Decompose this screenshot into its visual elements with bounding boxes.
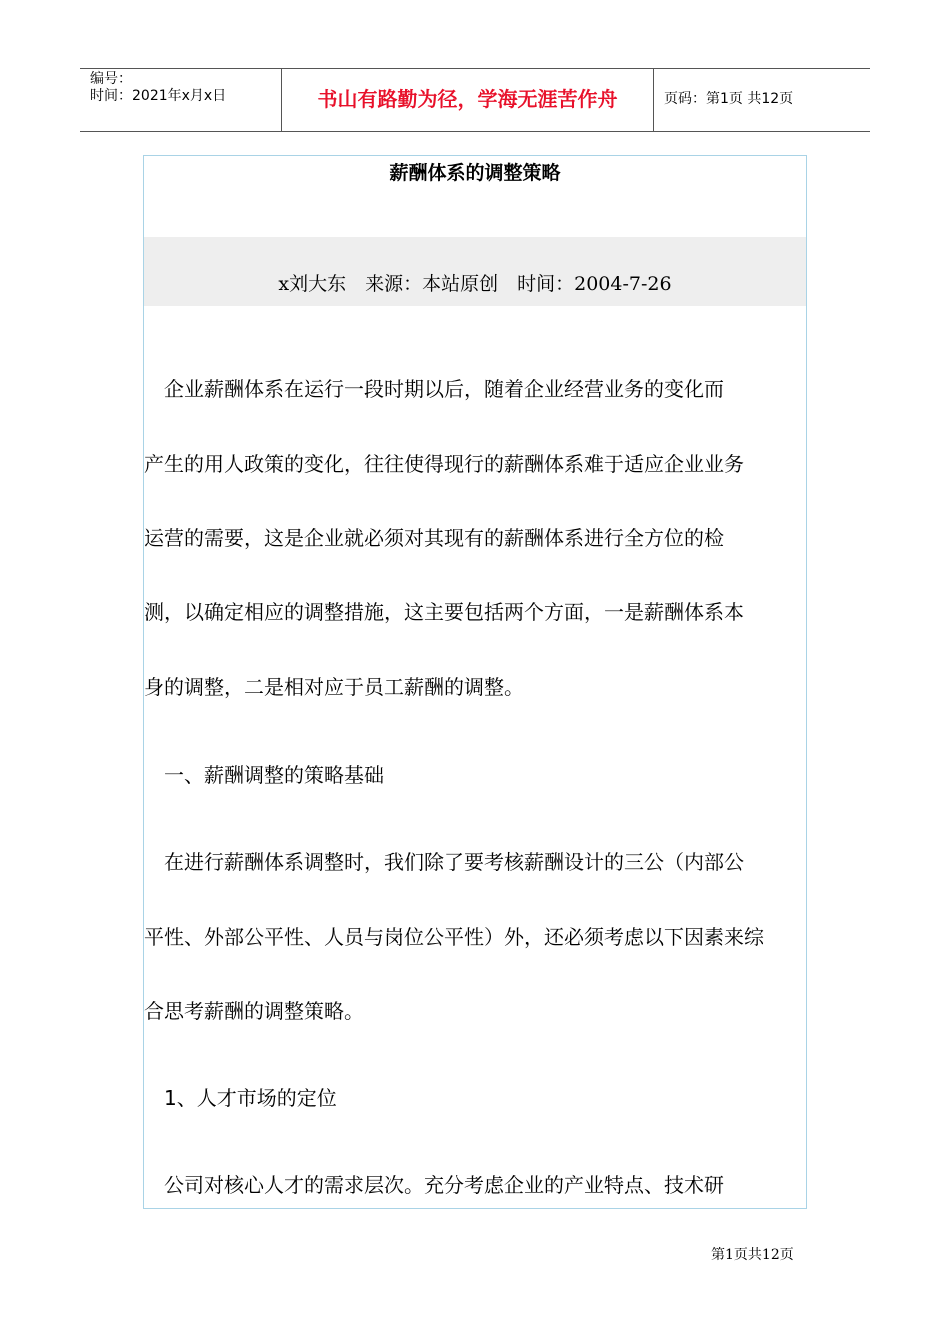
paragraph-line: 测，以确定相应的调整措施，这主要包括两个方面，一是薪酬体系本 bbox=[144, 600, 744, 624]
header-page-cell bbox=[654, 69, 870, 131]
header-table bbox=[80, 68, 870, 132]
paragraph-line: 产生的用人政策的变化，往往使得现行的薪酬体系难于适应企业业务 bbox=[144, 452, 744, 476]
motto-text: 书山有路勤为径，学海无涯苦作舟 bbox=[317, 87, 618, 111]
paragraph-line: 公司对核心人才的需求层次。充分考虑企业的产业特点、技术研 bbox=[144, 1173, 724, 1197]
page-indicator: 页码：第1页 共12页 bbox=[664, 91, 794, 107]
article-byline-bar bbox=[144, 237, 806, 306]
time-label: 时间：2021年x月x日 bbox=[90, 88, 227, 104]
paragraph-line: 运营的需要，这是企业就必须对其现有的薪酬体系进行全方位的检 bbox=[144, 526, 724, 550]
paragraph-line: 企业薪酬体系在运行一段时期以后，随着企业经营业务的变化而 bbox=[144, 377, 724, 401]
header-motto-cell bbox=[282, 69, 654, 131]
paragraph-line: 合思考薪酬的调整策略。 bbox=[144, 999, 364, 1023]
serial-label: 编号： bbox=[90, 71, 132, 87]
paragraph-line: 身的调整，二是相对应于员工薪酬的调整。 bbox=[144, 675, 524, 699]
section-heading: 一、薪酬调整的策略基础 bbox=[144, 763, 384, 787]
paragraph-line: 在进行薪酬体系调整时，我们除了要考核薪酬设计的三公（内部公 bbox=[144, 850, 744, 874]
paragraph-line: 平性、外部公平性、人员与岗位公平性）外，还必须考虑以下因素来综 bbox=[144, 925, 764, 949]
header-info-cell bbox=[80, 69, 282, 131]
footer-page-number: 第1页共12页 bbox=[711, 1247, 794, 1263]
article-title: 薪酬体系的调整策略 bbox=[389, 162, 561, 184]
article-frame bbox=[143, 155, 807, 1209]
subsection-heading: 1、人才市场的定位 bbox=[144, 1086, 337, 1110]
article-byline: x刘大东 来源：本站原创 时间：2004-7-26 bbox=[278, 273, 672, 295]
